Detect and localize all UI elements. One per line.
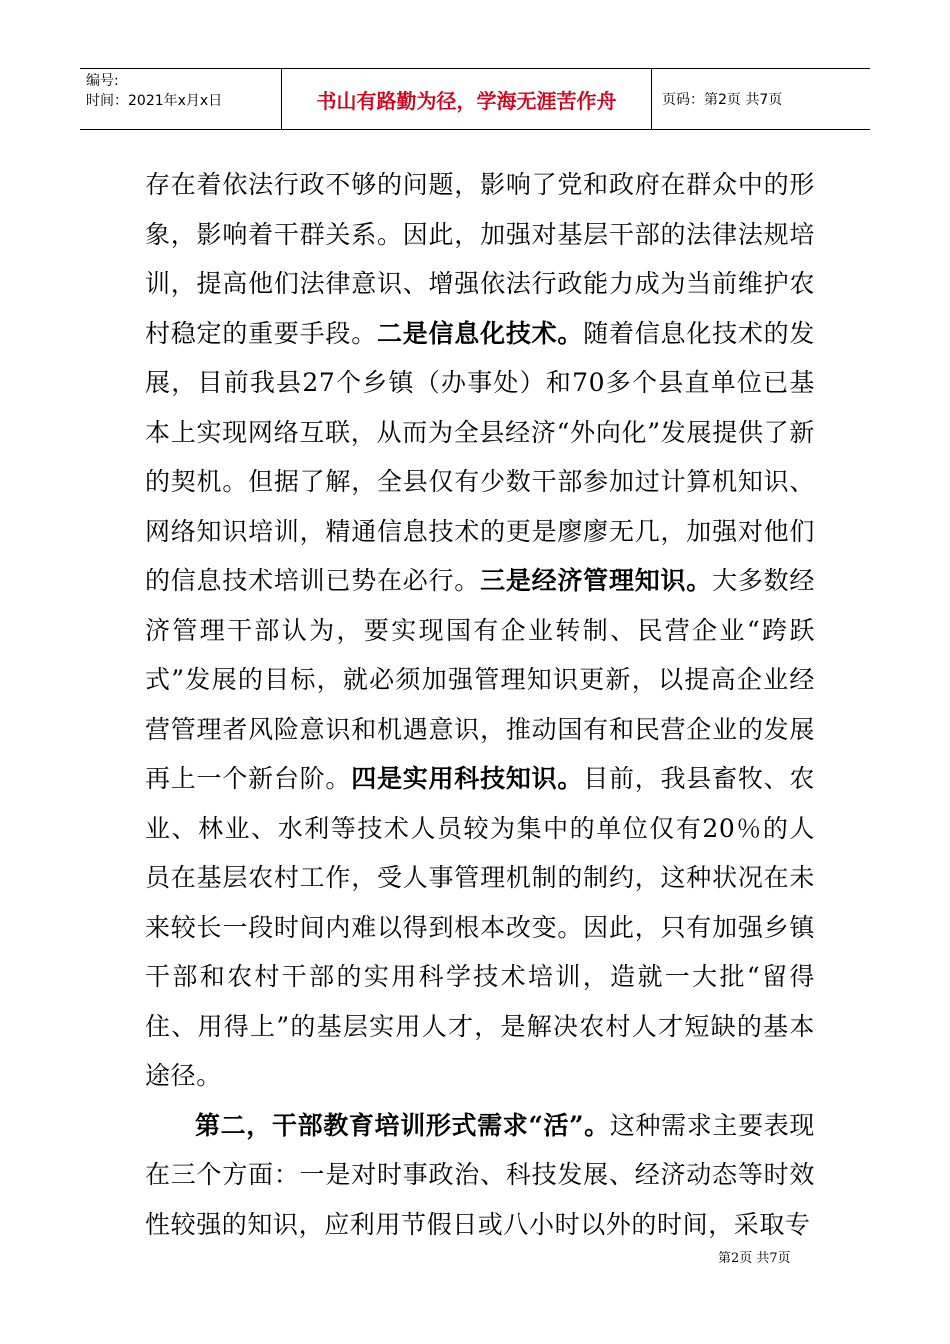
- paragraph-text: 随着信息化技术的发展，目前我县27个乡镇（办事处）和70多个县直单位已基本上实现网络互联，从而为全县经济“外向化”发展提供了新的契机。但据了解，全县仅有少数干部参加过计算机知识、网络知识培训，精通信息技术的更是廖廖无几，加强对他们的信息技术培训已势在必行。: [145, 318, 815, 595]
- paragraph-1: [145, 160, 815, 1101]
- document-time-label: 时间：2021年x月x日: [86, 93, 223, 109]
- paragraph-2: [145, 1101, 815, 1250]
- bold-heading-economic-management: 三是经济管理知识。: [480, 566, 713, 595]
- header-page-info: 页码：第2页 共7页: [662, 92, 783, 108]
- paragraph-text: 目前，我县畜牧、农业、林业、水利等技术人员较为集中的单位仅有20％的人员在基层农村工作，受人事管理机制的制约，这种状况在未来较长一段时间内难以得到根本改变。因此，只有加强乡镇干部和农村干部的实用科学技术培训，造就一大批“留得住、用得上”的基层实用人才，是解决农村人才短缺的基本途径。: [145, 764, 815, 1090]
- header-motto: 书山有路勤为径，学海无涯苦作舟: [282, 69, 652, 129]
- paragraph-text: 存在着依法行政不够的问题，影响了党和政府在群众中的形象，影响着干群关系。因此，加强对基层干部的法律法规培训，提高他们法律意识、增强依法行政能力成为当前维护农村稳定的重要手段。: [145, 170, 815, 348]
- paragraph-text: 这种需求主要表现在三个方面：一是对时事政治、科技发展、经济动态等时效性较强的知识，应利用节假日或八小时以外的时间，采取专: [145, 1110, 815, 1239]
- page-header: [80, 68, 870, 130]
- header-meta: [80, 69, 282, 129]
- bold-heading-practical-tech: 四是实用科技知识。: [351, 764, 584, 793]
- bold-heading-info-tech: 二是信息化技术。: [376, 318, 584, 348]
- bold-heading-second: 第二，干部教育培训形式需求“活”。: [195, 1110, 610, 1140]
- paragraph-text: 大多数经济管理干部认为，要实现国有企业转制、民营企业“跨跃式”发展的目标，就必须加强管理知识更新，以提高企业经营管理者风险意识和机遇意识，推动国有和民营企业的发展再上一个新台阶。: [145, 566, 815, 793]
- document-number-label: 编号:: [86, 73, 119, 89]
- page-footer: 第2页 共7页: [718, 1251, 791, 1266]
- document-body: [145, 160, 815, 1249]
